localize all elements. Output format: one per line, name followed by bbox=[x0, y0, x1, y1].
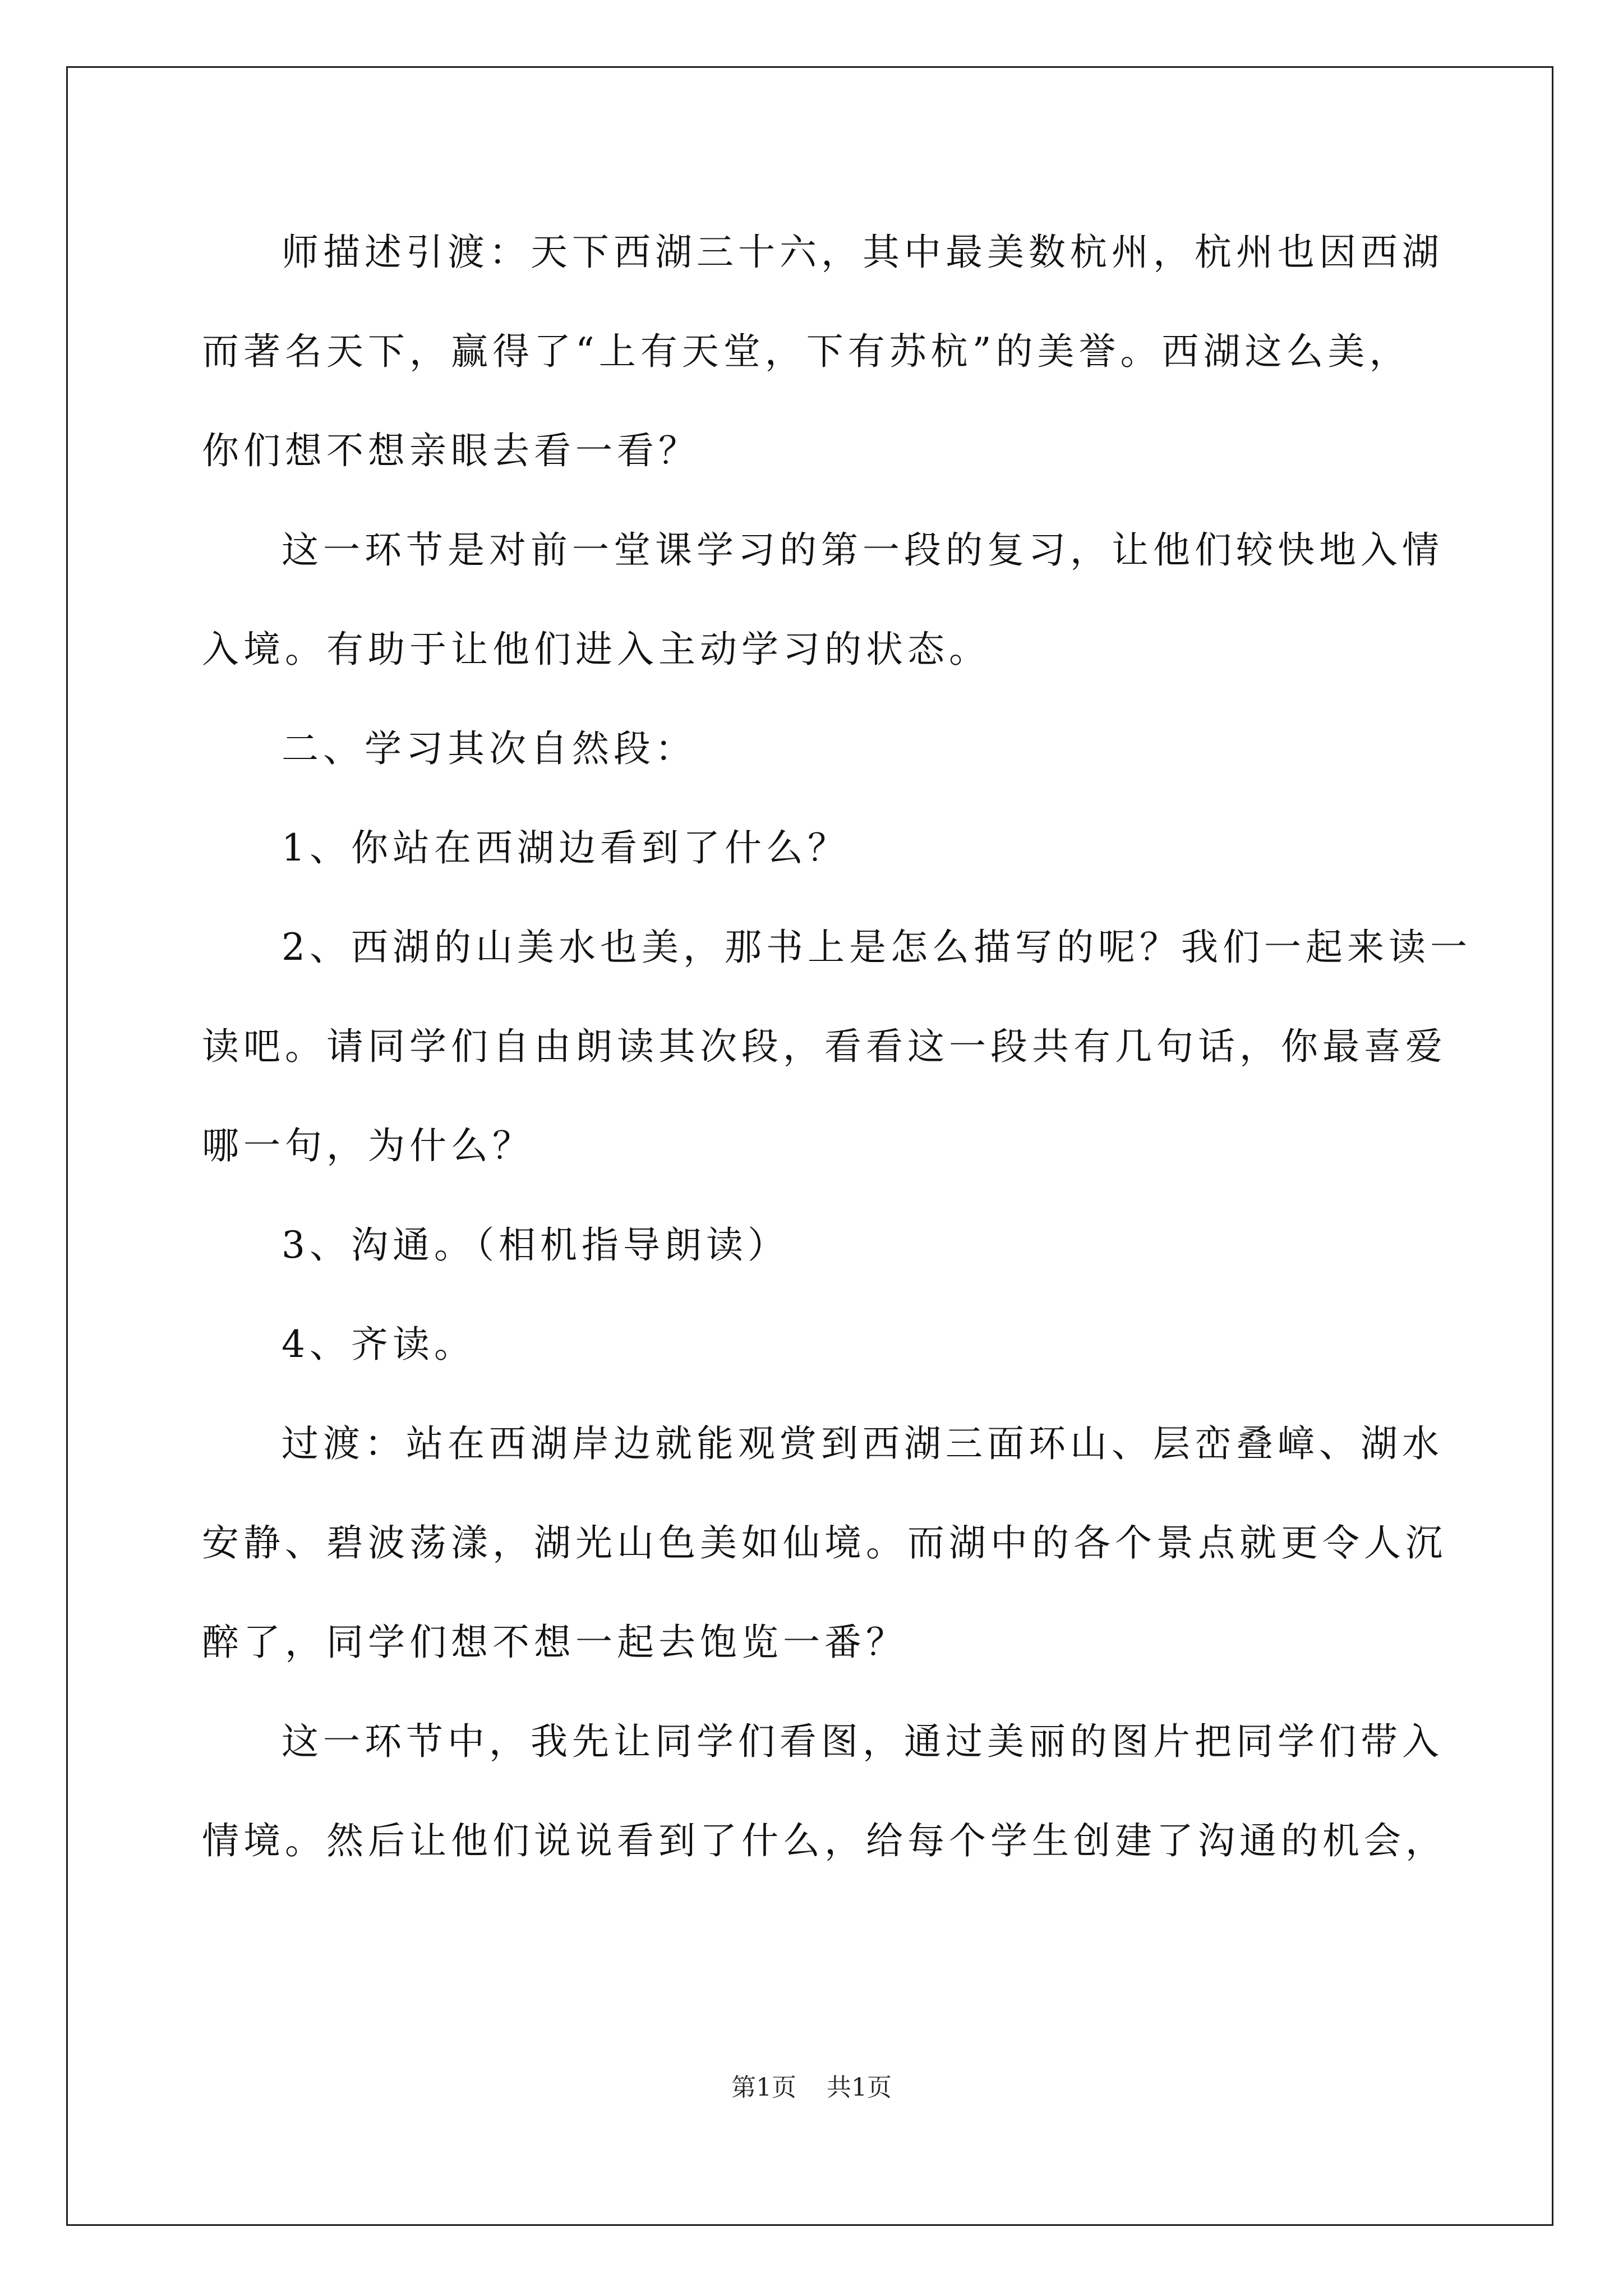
paragraph-line: 师描述引渡：天下西湖三十六，其中最美数杭州，杭州也因西湖 bbox=[282, 231, 1444, 274]
page-footer bbox=[0, 2071, 1623, 2105]
page-number-current: 第1页 bbox=[731, 2073, 796, 2102]
paragraph-line: 这一环节是对前一堂课学习的第一段的复习，让他们较快地入情 bbox=[282, 528, 1444, 572]
paragraph-line: 这一环节中，我先让同学们看图，通过美丽的图片把同学们带入 bbox=[282, 1720, 1444, 1763]
paragraph-line: 情境。然后让他们说说看到了什么，给每个学生创建了沟通的机会， bbox=[202, 1819, 1447, 1862]
paragraph-line: 而著名天下，赢得了“上有天堂，下有苏杭”的美誉。西湖这么美， bbox=[202, 330, 1411, 373]
paragraph-line: 过渡：站在西湖岸边就能观赏到西湖三面环山、层峦叠嶂、湖水 bbox=[282, 1422, 1444, 1465]
section-heading: 二、学习其次自然段： bbox=[282, 727, 697, 770]
paragraph-line: 入境。有助于让他们进入主动学习的状态。 bbox=[202, 628, 990, 671]
list-item: 3、沟通。（相机指导朗读） bbox=[282, 1223, 789, 1267]
list-item: 1、你站在西湖边看到了什么？ bbox=[282, 826, 849, 869]
page-number-total: 共1页 bbox=[827, 2073, 892, 2102]
paragraph-line: 安静、碧波荡漾，湖光山色美如仙境。而湖中的各个景点就更令人沉 bbox=[202, 1521, 1447, 1565]
list-item-line: 哪一句，为什么？ bbox=[202, 1124, 534, 1167]
list-item: 4、齐读。 bbox=[282, 1323, 476, 1366]
paragraph-line: 你们想不想亲眼去看一看？ bbox=[202, 429, 700, 472]
list-item-line: 读吧。请同学们自由朗读其次段，看看这一段共有几句话，你最喜爱 bbox=[202, 1025, 1447, 1068]
list-item: 2、西湖的山美水也美，那书上是怎么描写的呢？我们一起来读一 bbox=[282, 926, 1472, 969]
paragraph-line: 醉了，同学们想不想一起去饱览一番？ bbox=[202, 1621, 907, 1664]
